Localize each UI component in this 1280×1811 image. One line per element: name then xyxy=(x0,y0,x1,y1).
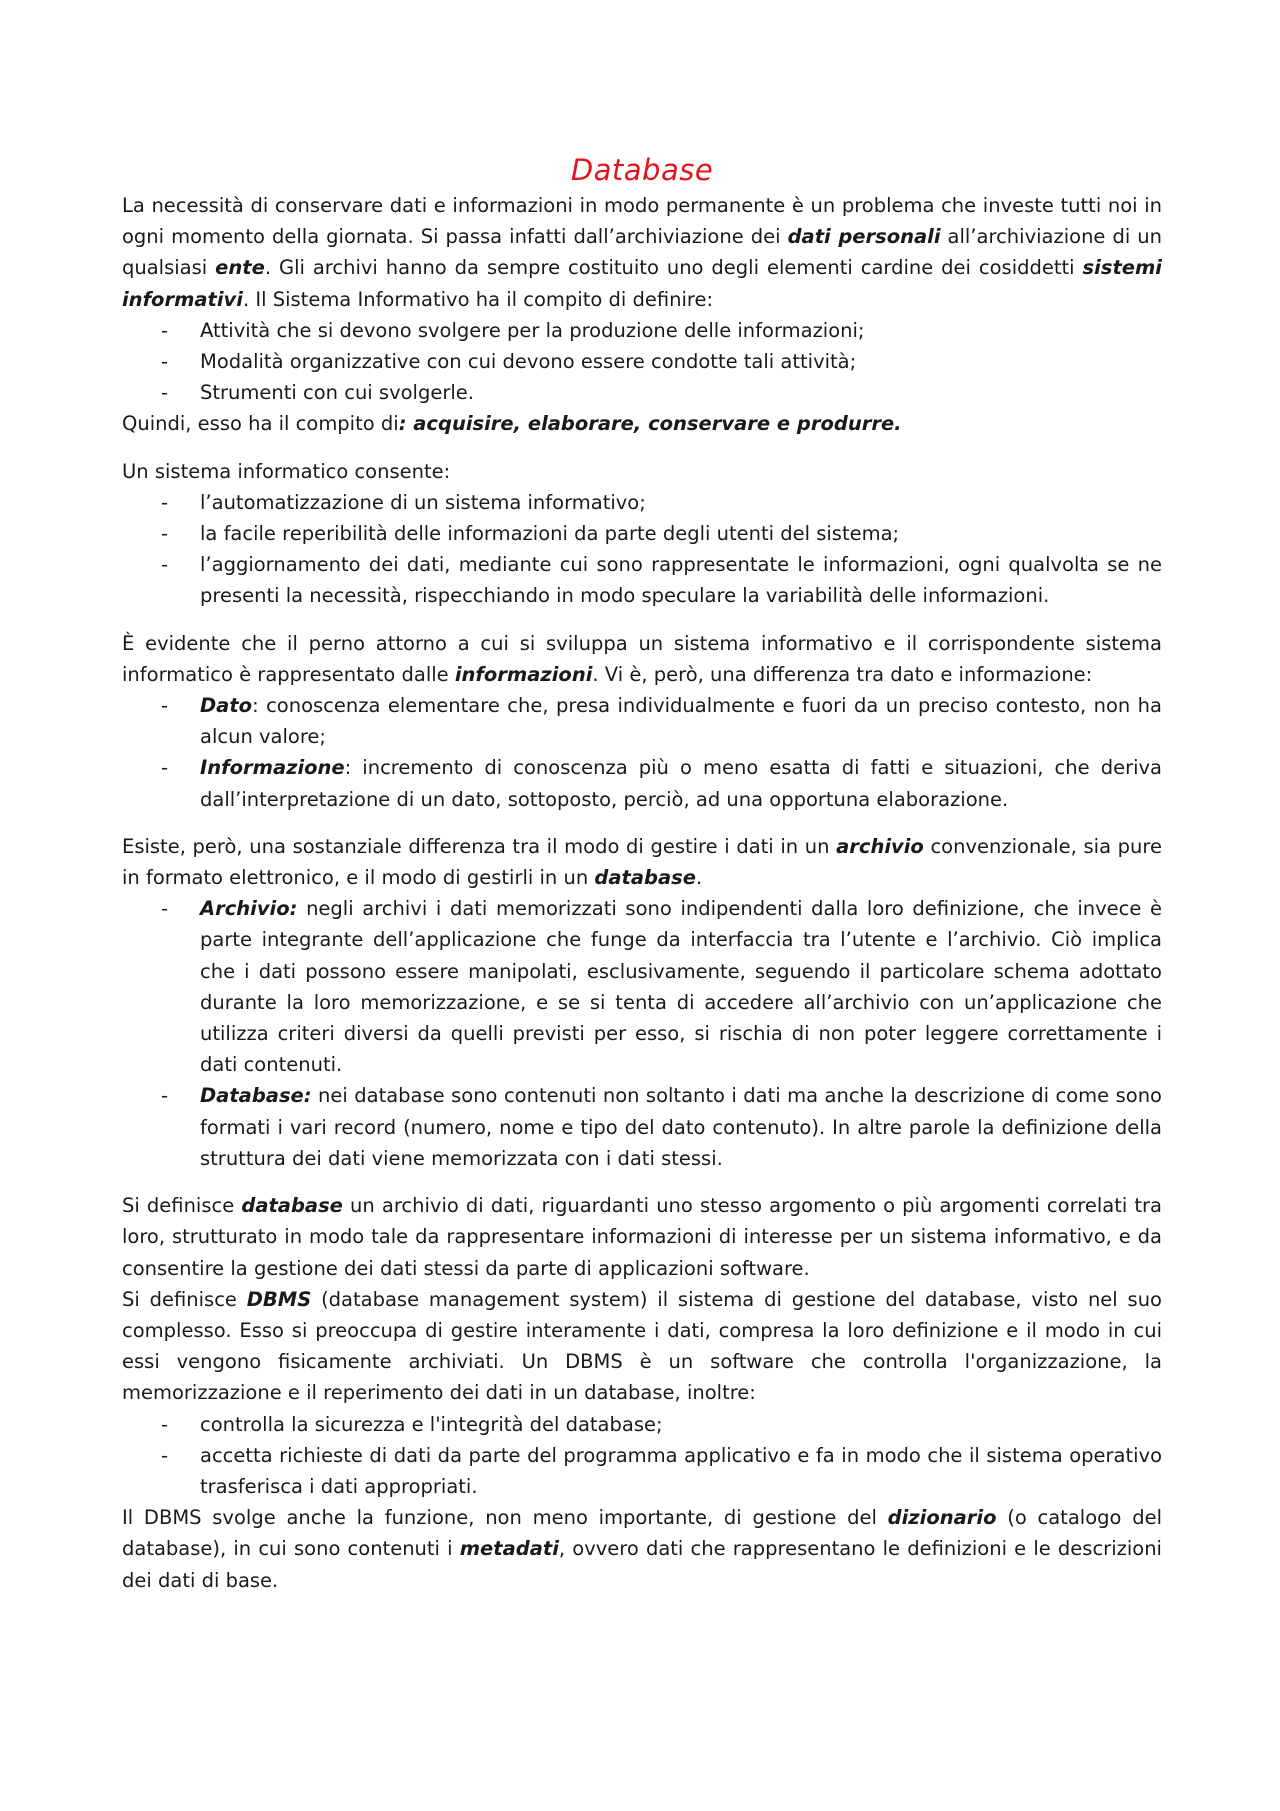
paragraph-informatic-system: Un sistema informatico consente: xyxy=(122,459,451,483)
list-item: - Modalità organizzative con cui devono essere condotte tali attività; xyxy=(161,350,857,374)
list-item: - Dato: conoscenza elementare che, presa individualmente e fuori da un preciso contesto, non ha alcun valore; xyxy=(161,694,1162,749)
list-informatic-system xyxy=(122,487,1162,612)
paragraph-intro: La necessità di conservare dati e informazioni in modo permanente è un problema che investe tutti noi in ogni momento della giornata. Si passa infatti dall’archiviazione dei dati personali all’archiviazione di un qualsiasi ente. Gli archivi hanno da sempre costituito uno degli elementi cardine dei cosiddetti sistemi informativi. Il Sistema Informativo ha il compito di definire: xyxy=(122,194,1162,311)
list-item: - l’automatizzazione di un sistema informativo; xyxy=(161,490,646,514)
paragraph-dbms-definition: Si definisce DBMS (database management system) il sistema di gestione del database, visto nel suo complesso. Esso si preoccupa di gestire interamente i dati, compresa la loro definizione e il modo in cui essi vengono fisicamente archiviati. Un DBMS è un software che controlla l'organizzazione, la memorizzazione e il reperimento dei dati in un database, inoltre: xyxy=(122,1287,1162,1405)
list-item: - controlla la sicurezza e l'integrità del database; xyxy=(161,1412,663,1436)
list-info-system-tasks xyxy=(122,315,1162,409)
list-item: - l’aggiornamento dei dati, mediante cui sono rappresentate le informazioni, ogni qualvolta se ne presenti la necessità, rispecchiando in modo speculare la variabilità delle informazioni. xyxy=(161,553,1162,608)
list-item: - Database: nei database sono contenuti non soltanto i dati ma anche la descrizione di come sono formati i vari record (numero, nome e tipo del dato contenuto). In altre parole la definizione della struttura dei dati viene memorizzata con i dati stessi. xyxy=(161,1084,1162,1170)
list-item: - Archivio: negli archivi i dati memorizzati sono indipendenti dalla loro definizione, che invece è parte integrante dell’applicazione che funge da interfaccia tra l’utente e l’archivio. Ciò implica che i dati possono essere manipolati, esclusivamente, seguendo il particolare schema adottato durante la loro memorizzazione, e se si tenta di accedere all’archivio con un’applicazione che utilizza criteri diversi da quelli previsti per esso, si rischia di non poter leggere correttamente i dati contenuti. xyxy=(161,897,1162,1077)
paragraph-database-definition: Si definisce database un archivio di dati, riguardanti uno stesso argomento o più argomenti correlati tra loro, strutturato in modo tale da rappresentare informazioni di interesse per un sistema informativo, e da consentire la gestione dei dati stessi da parte di applicazioni software. xyxy=(122,1194,1162,1280)
paragraph-dictionary: Il DBMS svolge anche la funzione, non meno importante, di gestione del dizionario (o catalogo del database), in cui sono contenuti i metadati, ovvero dati che rappresentano le definizioni e le descrizioni dei dati di base. xyxy=(122,1506,1162,1592)
list-item: - Strumenti con cui svolgerle. xyxy=(161,381,474,405)
list-dbms-functions xyxy=(122,1409,1162,1503)
paragraph-data-vs-information: È evidente che il perno attorno a cui si sviluppa un sistema informativo e il corrispondente sistema informatico è rappresentato dalle informazioni. Vi è, però, una differenza tra dato e informazione: xyxy=(122,631,1162,686)
list-item: - accetta richieste di dati da parte del programma applicativo e fa in modo che il sistema operativo trasferisca i dati appropriati. xyxy=(161,1443,1162,1498)
list-item: - Informazione: incremento di conoscenza più o meno esatta di fatti e situazioni, che deriva dall’interpretazione di un dato, sottoposto, perciò, ad una opportuna elaborazione. xyxy=(161,756,1162,811)
document-body xyxy=(122,150,1162,1596)
list-archive-database xyxy=(122,893,1162,1174)
list-definitions xyxy=(122,690,1162,815)
list-item: - Attività che si devono svolgere per la produzione delle informazioni; xyxy=(161,318,865,342)
list-item: - la facile reperibilità delle informazioni da parte degli utenti del sistema; xyxy=(161,522,900,546)
page-title: Database xyxy=(570,153,714,187)
paragraph-archive-vs-database: Esiste, però, una sostanziale differenza tra il modo di gestire i dati in un archivio convenzionale, sia pure in formato elettronico, e il modo di gestirli in un database. xyxy=(122,834,1162,890)
paragraph-tasks: Quindi, esso ha il compito di: acquisire, elaborare, conservare e produrre. xyxy=(122,412,902,436)
